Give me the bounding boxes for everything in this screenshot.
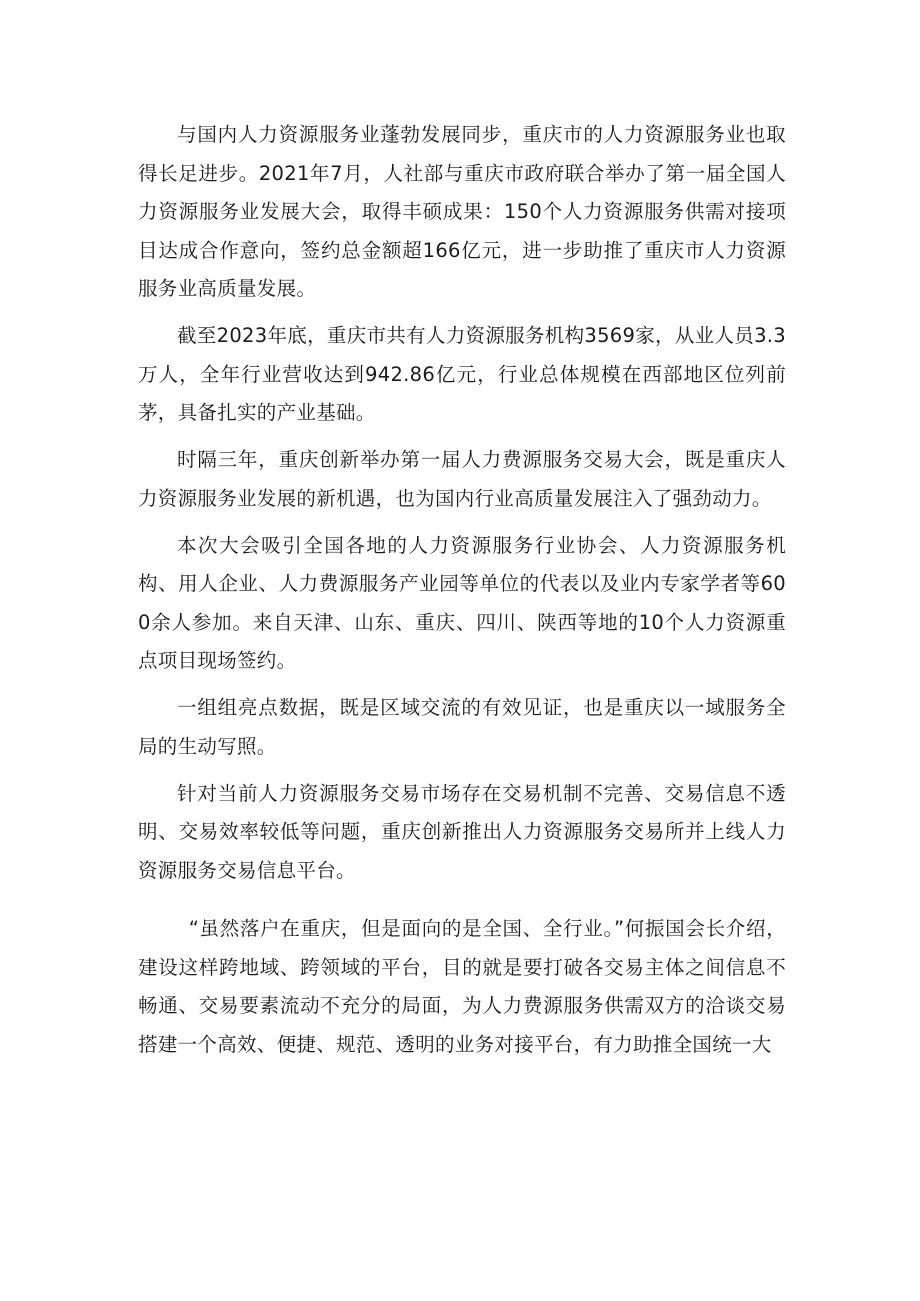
document-body bbox=[138, 116, 786, 1073]
paragraph-7-quote: “虽然落户在重庆，但是面向的是全国、全行业。”何振国会长介绍，建设这样跨地域、跨领域的平台，目的就是要打破各交易主体之间信息不畅通、交易要素流动不充分的局面，为人力费源服务供需双方的洽谈交易搭建一个高效、便捷、规范、透明的业务对接平台，有力助推全国统一大 bbox=[138, 917, 786, 1056]
paragraph-5: 一组组亮点数据，既是区域交流的有效见证，也是重庆以一域服务全局的生动写照。 bbox=[138, 696, 786, 758]
paragraph-3: 时隔三年，重庆创新举办第一届人力费源服务交易大会，既是重庆人力资源服务业发展的新机遇，也为国内行业高质量发展注入了强劲动力。 bbox=[138, 448, 786, 510]
paragraph-2: 截至2023年底，重庆市共有人力资源服务机构3569家，从业人员3.3万人，全年行业营收达到942.86亿元，行业总体规模在西部地区位列前茅，具备扎实的产业基础。 bbox=[138, 324, 786, 424]
paragraph-6: 针对当前人力资源服务交易市场存在交易机制不完善、交易信息不透明、交易效率较低等问题，重庆创新推出人力资源服务交易所并上线人力资源服务交易信息平台。 bbox=[138, 781, 786, 882]
paragraph-1: 与国内人力资源服务业蓬勃发展同步，重庆市的人力资源服务业也取得长足进步。2021年7月，人社部与重庆市政府联合举办了第一届全国人力资源服务业发展大会，取得丰硕成果：150个人力资源服务供需对接项目达成合作意向，签约总金额超166亿元，进一步助推了重庆市人力资源服务业高质量发展。 bbox=[138, 123, 786, 300]
paragraph-4: 本次大会吸引全国各地的人力资源服务行业协会、人力资源服务机构、用人企业、人力费源服务产业园等单位的代表以及业内专家学者等600余人参加。来自天津、山东、重庆、四川、陕西等地的10个人力资源重点项目现场签约。 bbox=[138, 533, 786, 672]
